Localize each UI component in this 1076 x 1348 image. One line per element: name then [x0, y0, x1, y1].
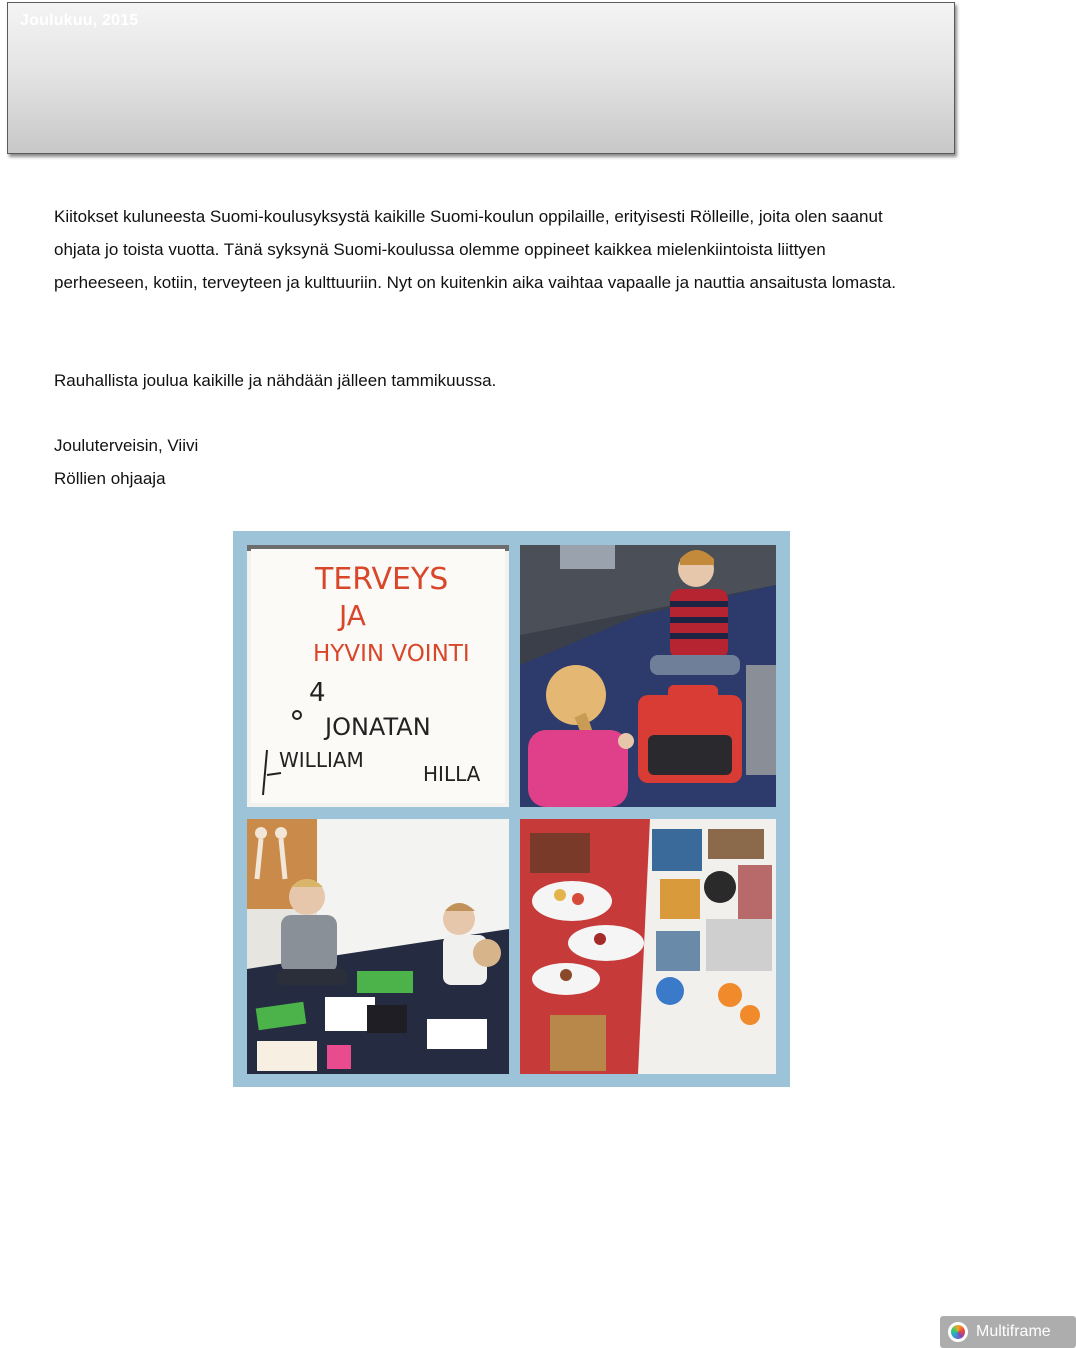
letter-paragraph-thanks: Kiitokset kuluneesta Suomi-koulusyksystä kaikille Suomi-koulun oppilaille, erityisesti Rölleille, joita olen saanut ohjata jo toista vuotta. Tänä syksynä Suomi-koulussa olemme oppineet kaikkea mielenkiintoista liittyen perheeseen, kotiin, terveyteen ja kulttuuriin. Nyt on kuitenkin aika vaihtaa vapaalle ja nauttia ansaitusta lomasta.	[54, 207, 896, 292]
header-banner	[7, 2, 955, 154]
photo-children-crafting	[247, 819, 509, 1074]
multiframe-badge	[940, 1316, 1076, 1348]
crafting-scene	[247, 819, 509, 1074]
letter-signature	[54, 429, 914, 495]
whiteboard-line-7: HILLA	[423, 762, 481, 786]
signer-role: Röllien ohjaaja	[54, 469, 166, 488]
signoff-line: Jouluterveisin, Viivi	[54, 436, 199, 455]
whiteboard-line-2: JA	[339, 599, 366, 632]
multiframe-icon	[948, 1322, 968, 1342]
letter-paragraph-greeting: Rauhallista joulua kaikille ja nähdään jälleen tammikuussa.	[54, 371, 497, 390]
food-poster-scene	[520, 819, 776, 1074]
doctor-kit-scene	[520, 545, 776, 807]
header-date-title: Joulukuu, 2015	[20, 12, 139, 29]
photo-food-poster	[520, 819, 1051, 1340]
whiteboard-line-4: 4	[309, 678, 326, 708]
whiteboard-drawing	[247, 545, 509, 807]
whiteboard-line-1: TERVEYS	[315, 562, 449, 597]
photo-collage	[233, 531, 1051, 1340]
multiframe-label: Multiframe	[976, 1323, 1051, 1340]
whiteboard-line-3: HYVIN VOINTI	[313, 641, 470, 667]
whiteboard-line-5: JONATAN	[325, 713, 431, 741]
photo-children-doctor-kit	[520, 545, 776, 807]
whiteboard-line-6: WILLIAM	[279, 748, 364, 772]
photo-whiteboard	[247, 545, 509, 807]
